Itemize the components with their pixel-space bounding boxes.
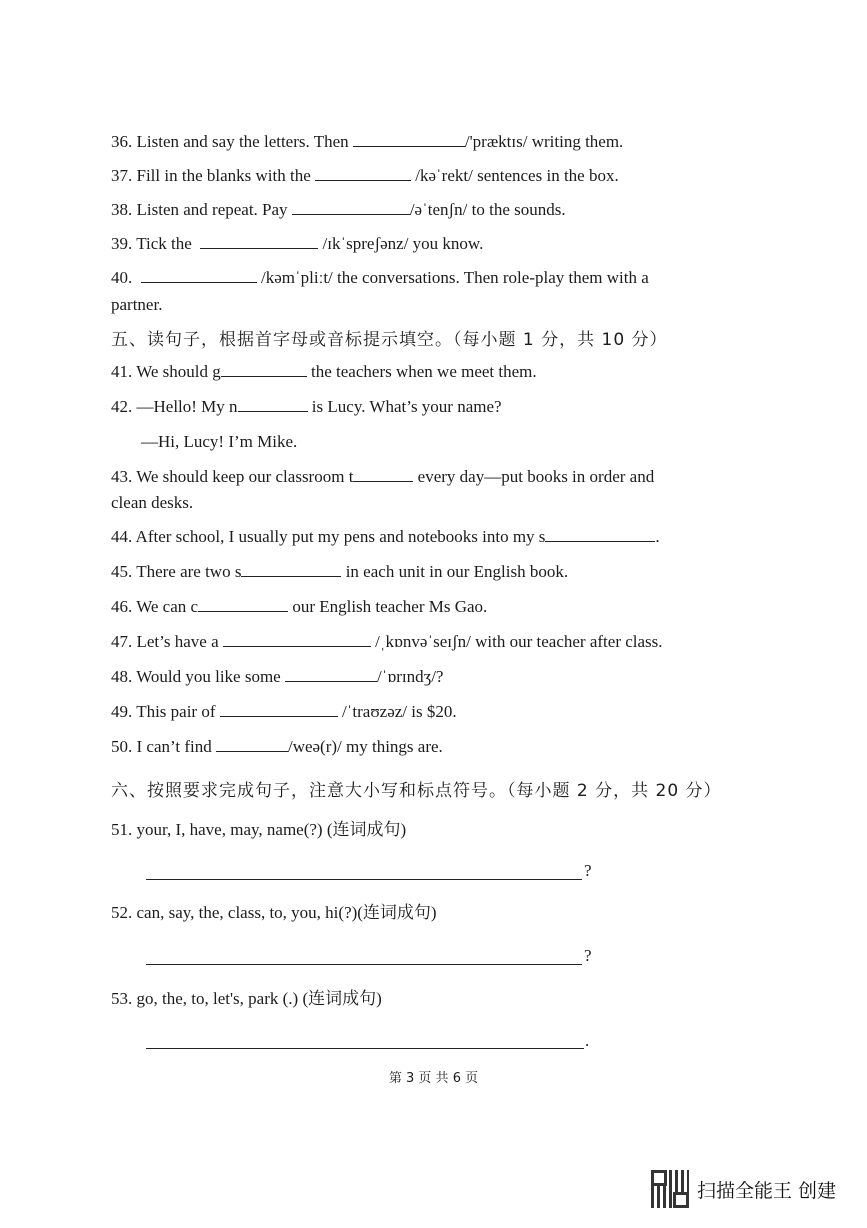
answer-line-51[interactable] [146, 879, 582, 880]
question-45: 45. There are two s in each unit in our English book. [111, 562, 569, 581]
question-42-reply: —Hi, Lucy! I’m Mike. [141, 432, 298, 451]
question-43: 43. We should keep our classroom t every day—put books in order and [111, 467, 655, 486]
question-46: 46. We can c our English teacher Ms Gao. [111, 597, 488, 616]
question-52: 52. can, say, the, class, to, you, hi(?)(连词成句) [111, 903, 437, 922]
question-38: 38. Listen and repeat. Pay /əˈtenʃn/ to the sounds. [111, 200, 566, 219]
answer-blank[interactable] [545, 527, 655, 542]
answer-blank[interactable] [216, 737, 288, 752]
answer-line-53[interactable] [146, 1048, 584, 1049]
question-42: 42. —Hello! My n is Lucy. What’s your name? [111, 397, 502, 416]
question-50: 50. I can’t find /weə(r)/ my things are. [111, 737, 443, 756]
answer-blank[interactable] [198, 597, 288, 612]
answer-line-52[interactable] [146, 964, 582, 965]
question-40: 40. /kəmˈpliːt/ the conversations. Then role-play them with a [111, 268, 649, 287]
question-51: 51. your, I, have, may, name(?) (连词成句) [111, 820, 407, 839]
question-49: 49. This pair of /ˈtraʊzəz/ is $20. [111, 702, 457, 721]
question-39: 39. Tick the /ɪkˈspreʃənz/ you know. [111, 234, 484, 253]
answer-blank[interactable] [141, 268, 257, 283]
question-44: 44. After school, I usually put my pens and notebooks into my s . [111, 527, 660, 546]
answer-blank[interactable] [241, 562, 341, 577]
question-43-cont: clean desks. [111, 493, 194, 512]
answer-blank[interactable] [221, 362, 307, 377]
qr-code-icon [651, 1170, 689, 1208]
question-48: 48. Would you like some /ˈɒrɪndʒ/? [111, 667, 444, 686]
question-40-cont: partner. [111, 295, 163, 314]
question-53: 53. go, the, to, let's, park (.) (连词成句) [111, 989, 382, 1008]
end-mark-51: ? [584, 861, 592, 880]
answer-blank[interactable] [238, 397, 308, 412]
answer-blank[interactable] [220, 702, 338, 717]
end-mark-52: ? [584, 946, 592, 965]
end-mark-53: . [585, 1031, 590, 1050]
question-37: 37. Fill in the blanks with the /kəˈrekt/ sentences in the box. [111, 166, 619, 185]
section-five-heading: 五、读句子，根据首字母或音标提示填空。（每小题 1 分，共 10 分） [111, 330, 668, 350]
scanner-watermark [651, 1170, 836, 1208]
section-six-heading: 六、按照要求完成句子，注意大小写和标点符号。（每小题 2 分，共 20 分） [111, 781, 722, 801]
question-36: 36. Listen and say the letters. Then /'præktɪs/ writing them. [111, 132, 624, 151]
page-number: 第 3 页 共 6 页 [388, 1071, 479, 1086]
answer-blank[interactable] [223, 632, 371, 647]
answer-blank[interactable] [353, 132, 465, 147]
answer-blank[interactable] [353, 467, 413, 482]
question-47: 47. Let’s have a /ˌkɒnvəˈseɪʃn/ with our teacher after class. [111, 632, 663, 651]
watermark-text: 扫描全能王 创建 [697, 1179, 837, 1202]
answer-blank[interactable] [315, 166, 411, 181]
answer-blank[interactable] [200, 234, 318, 249]
answer-blank[interactable] [292, 200, 410, 215]
question-41: 41. We should g the teachers when we meet them. [111, 362, 537, 381]
answer-blank[interactable] [285, 667, 377, 682]
